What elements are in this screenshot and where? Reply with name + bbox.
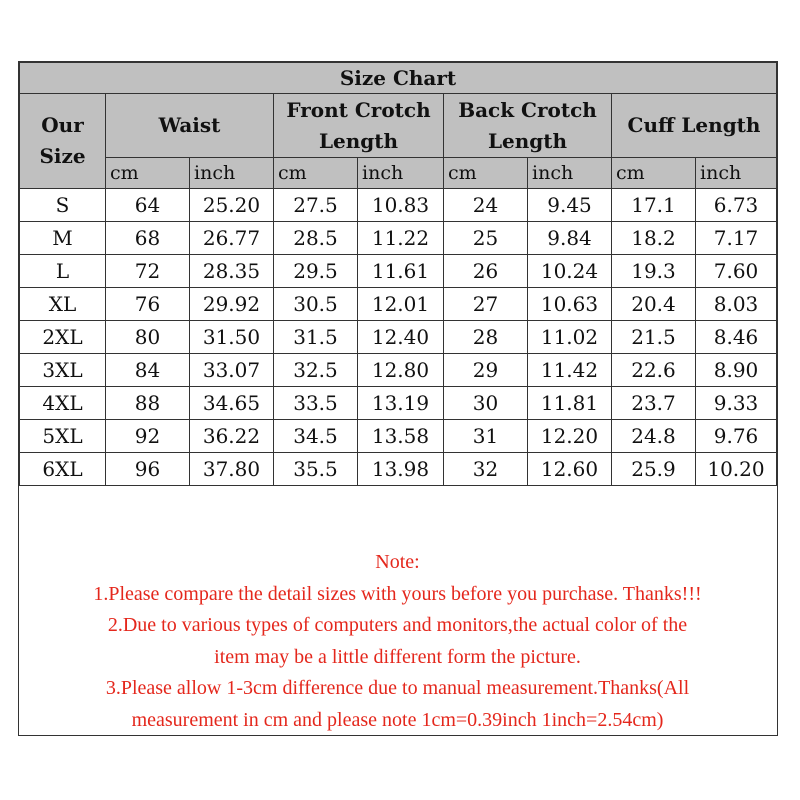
measurement-cell: 12.80 [358, 354, 444, 387]
size-cell: S [20, 189, 106, 222]
measurement-cell: 24 [444, 189, 528, 222]
measurement-cell: 12.40 [358, 321, 444, 354]
size-cell: 3XL [20, 354, 106, 387]
measurement-cell: 10.83 [358, 189, 444, 222]
measurement-cell: 27 [444, 288, 528, 321]
measurement-cell: 24.8 [612, 420, 696, 453]
note-line: measurement in cm and please note 1cm=0.39inch 1inch=2.54cm) [131, 708, 664, 731]
header-waist: Waist [106, 94, 274, 158]
measurement-cell: 76 [106, 288, 190, 321]
note-line: 1.Please compare the detail sizes with yours before you purchase. Thanks!!! [93, 582, 702, 605]
measurement-cell: 11.61 [358, 255, 444, 288]
measurement-cell: 26 [444, 255, 528, 288]
unit-cell: inch [528, 158, 612, 189]
table-row [20, 453, 777, 486]
measurement-cell: 29.5 [274, 255, 358, 288]
unit-cell: inch [190, 158, 274, 189]
measurement-cell: 18.2 [612, 222, 696, 255]
measurement-cell: 8.03 [696, 288, 777, 321]
measurement-cell: 25.20 [190, 189, 274, 222]
measurement-cell: 34.65 [190, 387, 274, 420]
header-front-crotch-line2: Length [318, 128, 399, 153]
measurement-cell: 80 [106, 321, 190, 354]
measurement-cell: 72 [106, 255, 190, 288]
measurement-cell: 26.77 [190, 222, 274, 255]
measurement-cell: 13.58 [358, 420, 444, 453]
unit-cell: cm [106, 158, 190, 189]
table-row [20, 354, 777, 387]
measurement-cell: 13.19 [358, 387, 444, 420]
table-row [20, 321, 777, 354]
measurement-cell: 27.5 [274, 189, 358, 222]
table-row [20, 255, 777, 288]
notes-block [19, 517, 776, 735]
measurement-cell: 30.5 [274, 288, 358, 321]
size-cell: 2XL [20, 321, 106, 354]
measurement-cell: 92 [106, 420, 190, 453]
measurement-cell: 64 [106, 189, 190, 222]
unit-cell: inch [358, 158, 444, 189]
size-chart-table [19, 62, 777, 486]
header-our-size-line2: Size [39, 144, 86, 168]
size-cell: 6XL [20, 453, 106, 486]
size-rows [20, 189, 777, 486]
unit-row [20, 158, 777, 189]
header-cuff-length: Cuff Length [612, 94, 777, 158]
measurement-cell: 28.5 [274, 222, 358, 255]
measurement-cell: 7.17 [696, 222, 777, 255]
measurement-cell: 31.5 [274, 321, 358, 354]
title-row [20, 63, 777, 94]
note-line: item may be a little different form the picture. [214, 645, 581, 668]
measurement-cell: 36.22 [190, 420, 274, 453]
measurement-cell: 19.3 [612, 255, 696, 288]
note-title: Note: [375, 551, 420, 573]
measurement-cell: 23.7 [612, 387, 696, 420]
measurement-cell: 21.5 [612, 321, 696, 354]
header-our-size-line1: Our [41, 113, 84, 137]
header-our-size [20, 94, 106, 189]
measurement-cell: 11.22 [358, 222, 444, 255]
measurement-cell: 9.84 [528, 222, 612, 255]
table-row [20, 288, 777, 321]
measurement-cell: 28 [444, 321, 528, 354]
measurement-cell: 8.90 [696, 354, 777, 387]
measurement-cell: 17.1 [612, 189, 696, 222]
measurement-cell: 12.20 [528, 420, 612, 453]
measurement-cell: 25.9 [612, 453, 696, 486]
measurement-cell: 84 [106, 354, 190, 387]
measurement-cell: 32.5 [274, 354, 358, 387]
header-row [20, 94, 777, 158]
measurement-cell: 12.60 [528, 453, 612, 486]
header-front-crotch-line1: Front Crotch [286, 97, 431, 122]
measurement-cell: 7.60 [696, 255, 777, 288]
measurement-cell: 10.63 [528, 288, 612, 321]
measurement-cell: 13.98 [358, 453, 444, 486]
measurement-cell: 96 [106, 453, 190, 486]
measurement-cell: 34.5 [274, 420, 358, 453]
measurement-cell: 29 [444, 354, 528, 387]
table-row [20, 420, 777, 453]
measurement-cell: 31.50 [190, 321, 274, 354]
note-line: 2.Due to various types of computers and monitors,the actual color of the [107, 614, 688, 636]
table-row [20, 189, 777, 222]
measurement-cell: 11.42 [528, 354, 612, 387]
measurement-cell: 32 [444, 453, 528, 486]
measurement-cell: 30 [444, 387, 528, 420]
chart-title: Size Chart [20, 63, 777, 94]
measurement-cell: 29.92 [190, 288, 274, 321]
measurement-cell: 88 [106, 387, 190, 420]
measurement-cell: 31 [444, 420, 528, 453]
header-back-crotch-line2: Length [487, 128, 568, 153]
measurement-cell: 8.46 [696, 321, 777, 354]
unit-cell: inch [696, 158, 777, 189]
measurement-cell: 20.4 [612, 288, 696, 321]
measurement-cell: 37.80 [190, 453, 274, 486]
unit-cell: cm [444, 158, 528, 189]
measurement-cell: 33.5 [274, 387, 358, 420]
measurement-cell: 12.01 [358, 288, 444, 321]
measurement-cell: 33.07 [190, 354, 274, 387]
measurement-cell: 35.5 [274, 453, 358, 486]
size-cell: M [20, 222, 106, 255]
measurement-cell: 11.02 [528, 321, 612, 354]
measurement-cell: 9.45 [528, 189, 612, 222]
table-row [20, 387, 777, 420]
unit-cell: cm [274, 158, 358, 189]
unit-cell: cm [612, 158, 696, 189]
measurement-cell: 25 [444, 222, 528, 255]
measurement-cell: 11.81 [528, 387, 612, 420]
size-cell: 4XL [20, 387, 106, 420]
measurement-cell: 68 [106, 222, 190, 255]
size-cell: XL [20, 288, 106, 321]
measurement-cell: 22.6 [612, 354, 696, 387]
measurement-cell: 9.33 [696, 387, 777, 420]
measurement-cell: 10.20 [696, 453, 777, 486]
size-chart-sheet [18, 61, 778, 736]
measurement-cell: 9.76 [696, 420, 777, 453]
table-row [20, 222, 777, 255]
header-back-crotch [444, 94, 612, 158]
size-cell: L [20, 255, 106, 288]
note-line: 3.Please allow 1-3cm difference due to manual measurement.Thanks(All [105, 677, 690, 699]
header-front-crotch [274, 94, 444, 158]
measurement-cell: 10.24 [528, 255, 612, 288]
size-cell: 5XL [20, 420, 106, 453]
header-back-crotch-line1: Back Crotch [458, 97, 597, 122]
measurement-cell: 28.35 [190, 255, 274, 288]
measurement-cell: 6.73 [696, 189, 777, 222]
